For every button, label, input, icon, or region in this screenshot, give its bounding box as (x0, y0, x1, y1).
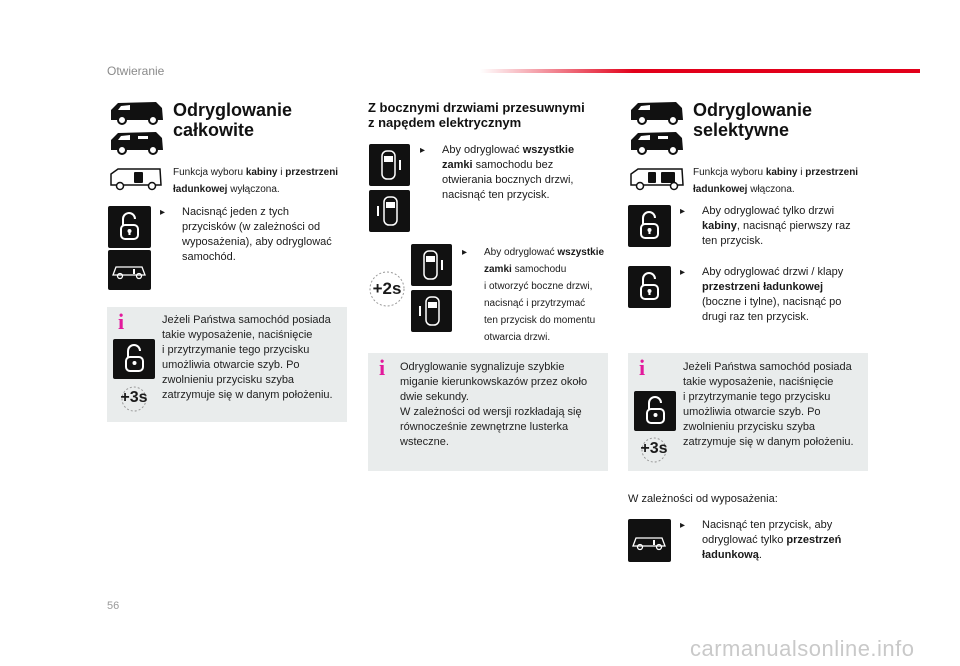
bullet-mark: ▸ (420, 145, 426, 156)
text: . (758, 549, 762, 561)
unlock-button-icon (108, 206, 151, 248)
text: samochodu bez otwierania bocznych drzwi, nacisnąć ten przycisk. (442, 159, 574, 201)
info-line: i przytrzymanie tego przycisku (162, 344, 310, 356)
col3-bullet-3 (680, 518, 860, 563)
bullet-line: i otworzyć boczne drzwi, (484, 281, 593, 292)
page-number: 56 (107, 600, 120, 612)
unlock-icon (113, 339, 155, 379)
door-button-icon (369, 144, 410, 186)
hold-badge (367, 269, 407, 309)
van-open-icon (108, 250, 151, 290)
van-icon (108, 98, 166, 126)
van-open-button-icon (108, 250, 151, 290)
info-line: umożliwia otwarcie szyb. Po (683, 406, 821, 418)
text: Nacisnąć ten przycisk, aby odryglować tylko (702, 519, 833, 546)
text: Aby odryglować (484, 247, 558, 258)
col3-bullet-1 (680, 204, 860, 249)
info-icon: i (379, 355, 386, 380)
col2-info-text (400, 360, 605, 450)
col1-info-box (107, 307, 347, 422)
info-line: zwolnieniu przycisku szyba (683, 421, 816, 433)
col1-title-line: całkowite (173, 120, 255, 140)
section-title: Otwieranie (107, 64, 165, 78)
info-line: Odryglowanie sygnalizuje szybkie (400, 361, 565, 373)
unlock-button-icon (628, 266, 671, 308)
door-icon (411, 244, 452, 286)
hold-badge-label: +3s (640, 440, 668, 457)
text: kabiny (765, 167, 798, 178)
info-line: umożliwia otwarcie szyb. Po (162, 359, 300, 371)
col1-info-text (162, 313, 342, 403)
text: wszystkie zamki (484, 247, 605, 275)
text: ładunkowej (693, 184, 748, 195)
bullet-line: nacisnąć i przytrzymać (484, 298, 586, 309)
col3-function-note (693, 164, 873, 198)
text: przestrzeni (805, 167, 859, 178)
door-button-icon (411, 290, 452, 332)
col3-info-text (683, 360, 865, 450)
col3-equipment-note: W zależności od wyposażenia: (628, 493, 778, 505)
col3-bullet-1-text (702, 204, 860, 249)
col3-bullet-2 (680, 265, 860, 325)
unlock-icon (108, 206, 151, 248)
bullet-mark: ▸ (462, 247, 468, 258)
info-line: wsteczne. (400, 436, 449, 448)
col1-function-note (173, 164, 353, 198)
info-icon: i (639, 355, 646, 380)
col1-bullet-text: Nacisnąć jeden z tych przycisków (w zależności od wyposażenia), aby odryglować samochód. (182, 206, 332, 263)
col1-bullet (160, 205, 340, 265)
text: , nacisnąć pierwszy raz ten przycisk. (702, 220, 851, 247)
van-open-icon (628, 519, 671, 562)
text: (boczne i tylne), nacisnąć po drugi raz ten przycisk. (702, 296, 842, 323)
door-icon (369, 144, 410, 186)
info-line: zatrzymuje się w danym położeniu. (683, 436, 854, 448)
van-key-icon (108, 166, 164, 192)
col2-bullet-2-text (484, 244, 607, 346)
col3-title-line: Odryglowanie (693, 100, 813, 120)
info-line: takie wyposażenie, naciśnięcie (162, 329, 313, 341)
text: Funkcja wyboru (693, 167, 766, 178)
col3-title-line: selektywne (693, 120, 790, 140)
info-line: miganie kierunkowskazów przez około (400, 376, 588, 388)
col3-info-box (628, 353, 868, 471)
text: wszystkie zamki (442, 144, 575, 171)
unlock-button-icon (628, 205, 671, 247)
col2-bullet-1-text (442, 143, 595, 203)
col1-title-line: Odryglowanie (173, 100, 293, 120)
unlock-button-icon (113, 339, 155, 379)
door-icon (411, 290, 452, 332)
unlock-icon (628, 266, 671, 308)
info-line: takie wyposażenie, naciśnięcie (683, 376, 834, 388)
van-icon (628, 128, 686, 156)
unlock-icon (628, 205, 671, 247)
bullet-mark: ▸ (680, 520, 686, 531)
van-key-icon (628, 166, 686, 192)
info-line: Jeżeli Państwa samochód posiada (683, 361, 852, 373)
info-line: W zależności od wersji rozkładają się (400, 406, 582, 418)
header-accent-bar (480, 69, 920, 73)
hold-badge (113, 385, 155, 413)
hold-badge-label: +2s (372, 279, 402, 298)
bullet-line: otwarcia drzwi. (484, 332, 551, 343)
col3-bullet-2-text (702, 265, 860, 325)
text: przestrzeni (285, 167, 339, 178)
text: i (797, 167, 806, 178)
watermark: carmanualsonline.info (690, 636, 915, 661)
door-icon (369, 190, 410, 232)
text: Funkcja wyboru (173, 167, 246, 178)
text: przestrzeni ładunkowej (702, 281, 824, 293)
col1-title (173, 100, 292, 140)
hold-badge (631, 436, 677, 464)
van-icon (108, 128, 166, 156)
info-line: zatrzymuje się w danym położeniu. (162, 389, 333, 401)
col2-title-line: Z bocznymi drzwiami przesuwnymi (368, 100, 585, 115)
bullet-line: ten przycisk do momentu (484, 315, 596, 326)
col2-bullet-1 (420, 143, 595, 203)
col2-title (368, 100, 585, 130)
hold-badge-label: +3s (120, 389, 148, 406)
col2-title-line: z napędem elektrycznym (368, 115, 522, 130)
van-icon (628, 98, 686, 126)
col3-bullet-3-text (702, 518, 860, 563)
text: ładunkowej (173, 184, 228, 195)
unlock-button-icon (634, 391, 676, 431)
info-line: równocześnie zewnętrzne lusterka (400, 421, 569, 433)
bullet-mark: ▸ (680, 206, 686, 217)
text: i (277, 167, 286, 178)
col3-title (693, 100, 812, 140)
info-line: i przytrzymanie tego przycisku (683, 391, 831, 403)
bullet-mark: ▸ (160, 207, 166, 218)
door-button-icon (369, 190, 410, 232)
text: Aby odryglować tylko drzwi (702, 205, 835, 217)
bullet-mark: ▸ (680, 267, 686, 278)
text: wyłączona. (227, 184, 280, 195)
info-line: zwolnieniu przycisku szyba (162, 374, 295, 386)
info-line: Jeżeli Państwa samochód posiada (162, 314, 331, 326)
col2-info-box (368, 353, 608, 471)
text: przestrzeń ładunkową (702, 534, 842, 561)
info-line: dwie sekundy. (400, 391, 469, 403)
info-icon: i (118, 309, 125, 334)
text: Aby odryglować drzwi / klapy (702, 266, 844, 278)
text: samochodu (511, 264, 567, 275)
text: włączona. (747, 184, 795, 195)
col2-bullet-2 (462, 244, 607, 346)
van-open-button-icon (628, 519, 671, 562)
text: kabiny (245, 167, 278, 178)
unlock-icon (634, 391, 676, 431)
door-button-icon (411, 244, 452, 286)
text: kabiny (702, 220, 737, 232)
text: Aby odryglować (442, 144, 523, 156)
